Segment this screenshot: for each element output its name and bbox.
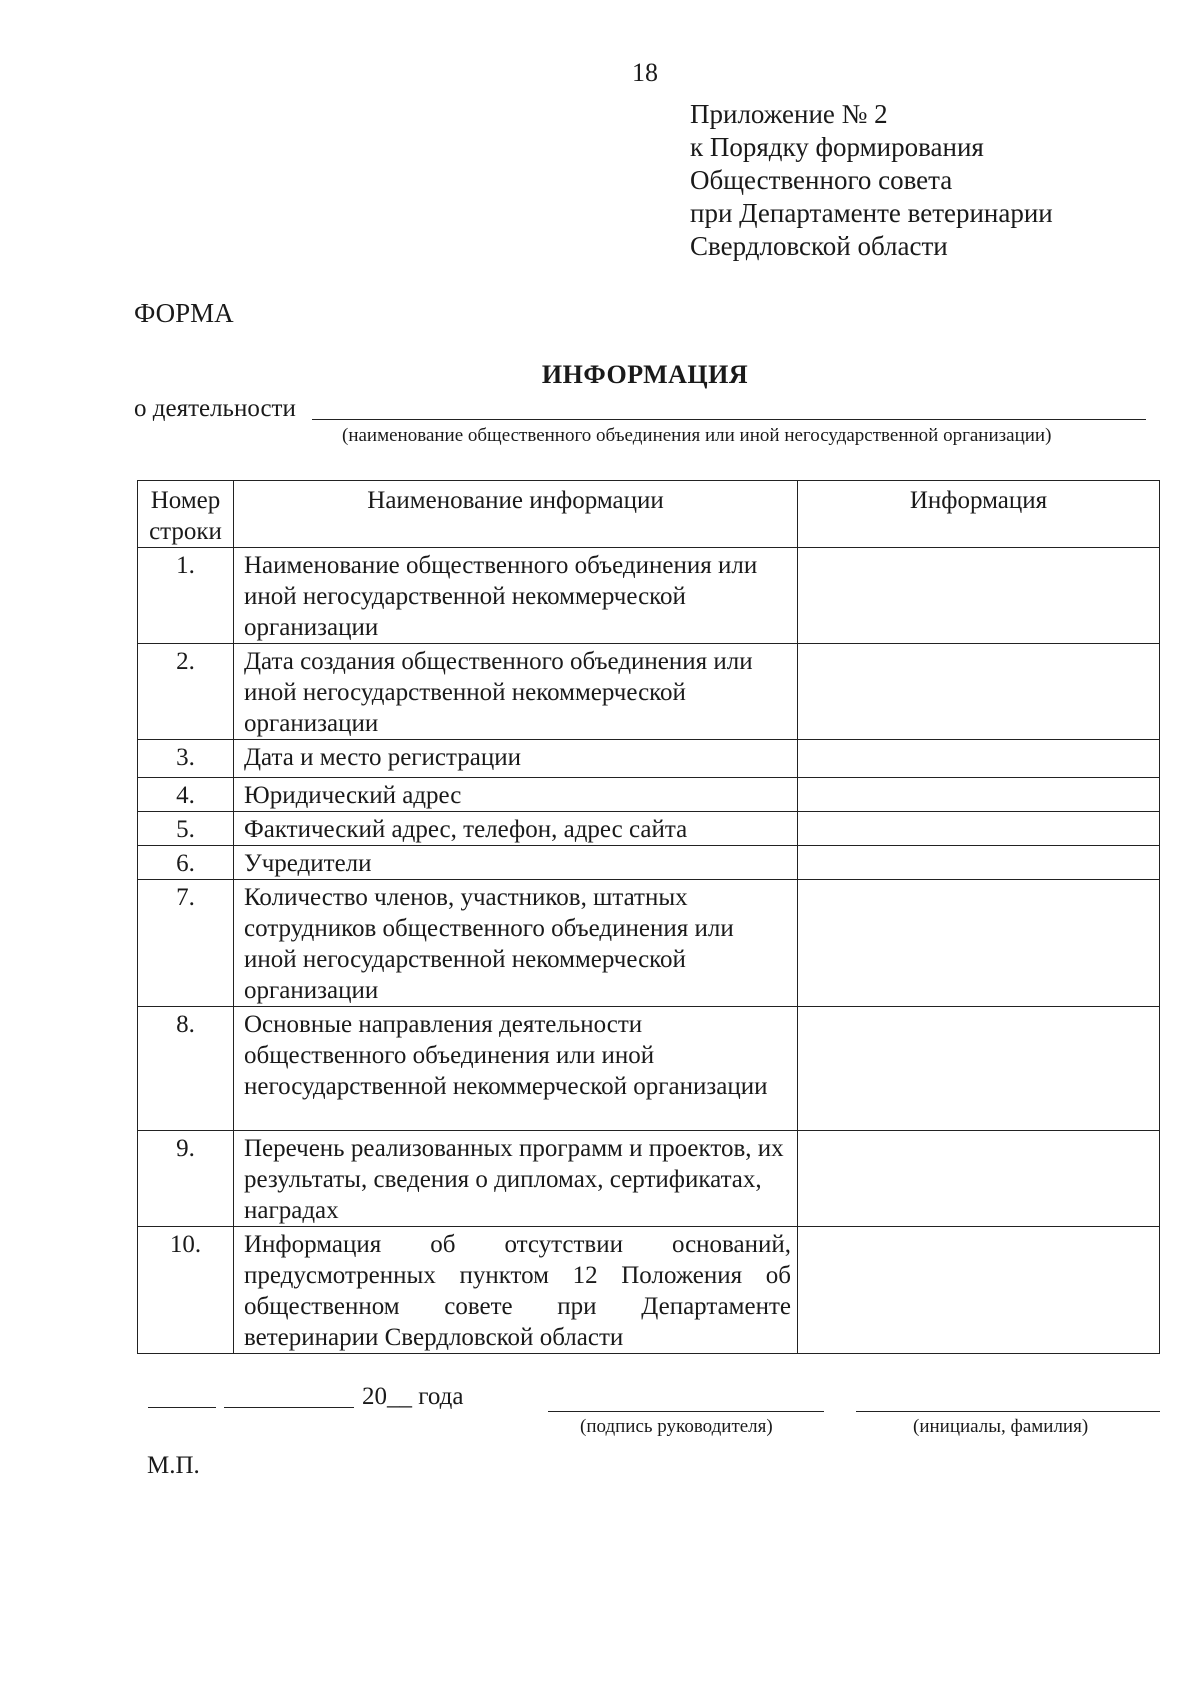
- appendix-line: при Департаменте ветеринарии: [690, 198, 1053, 228]
- row-number: 4.: [138, 778, 234, 812]
- row-number: 10.: [138, 1227, 234, 1354]
- date-day-line: [148, 1407, 216, 1408]
- row-number: 9.: [138, 1131, 234, 1227]
- date-month-line: [224, 1407, 354, 1408]
- row-value: [798, 1007, 1160, 1131]
- row-value: [798, 880, 1160, 1007]
- table-row: [138, 1227, 1160, 1354]
- table-row: [138, 812, 1160, 846]
- row-number: 8.: [138, 1007, 234, 1131]
- row-number: 2.: [138, 644, 234, 740]
- row-name: Дата и место регистрации: [234, 740, 798, 778]
- name-caption: (инициалы, фамилия): [913, 1416, 1089, 1437]
- row-name: Наименование общественного объединения или иной негосударственной некоммерческой организации: [234, 548, 798, 644]
- row-name: Информация об отсутствии оснований, предусмотренных пунктом 12 Положения об общественном совете при Департаменте ветеринарии Свердловской области: [234, 1227, 798, 1354]
- header-info-value: Информация: [798, 481, 1160, 548]
- table-row: [138, 644, 1160, 740]
- row-name: Учредители: [234, 846, 798, 880]
- appendix-line: Свердловской области: [690, 231, 948, 261]
- table-row: [138, 740, 1160, 778]
- row-name: Количество членов, участников, штатных сотрудников общественного объединения или иной негосударственной некоммерческой организации: [234, 880, 798, 1007]
- row-value: [798, 548, 1160, 644]
- header-number-line1: Номер: [150, 487, 221, 514]
- organization-name-field-line: [312, 419, 1146, 420]
- table-row: [138, 778, 1160, 812]
- row-number: 1.: [138, 548, 234, 644]
- stamp-place-label: М.П.: [147, 1452, 200, 1479]
- row-number: 5.: [138, 812, 234, 846]
- row-value: [798, 1131, 1160, 1227]
- row-number: 6.: [138, 846, 234, 880]
- header-number-line2: строки: [149, 518, 222, 545]
- row-value: [798, 778, 1160, 812]
- table-row: [138, 1131, 1160, 1227]
- header-row-number: [138, 481, 234, 548]
- activity-label: о деятельности: [134, 395, 296, 422]
- information-table: [137, 480, 1160, 1354]
- appendix-line: Общественного совета: [690, 165, 953, 195]
- row-value: [798, 812, 1160, 846]
- row-name: Юридический адрес: [234, 778, 798, 812]
- form-label: ФОРМА: [134, 298, 234, 328]
- date-year-text: 20__ года: [362, 1383, 464, 1410]
- row-name: Перечень реализованных программ и проектов, их результаты, сведения о дипломах, сертификатах, наградах: [234, 1131, 798, 1227]
- table-row: [138, 1007, 1160, 1131]
- row-number: 3.: [138, 740, 234, 778]
- row-number: 7.: [138, 880, 234, 1007]
- row-name: Дата создания общественного объединения или иной негосударственной некоммерческой организации: [234, 644, 798, 740]
- row-value: [798, 846, 1160, 880]
- page-number: 18: [632, 58, 658, 87]
- document-title: ИНФОРМАЦИЯ: [541, 360, 749, 389]
- appendix-line: Приложение № 2: [690, 99, 888, 129]
- table-row: [138, 846, 1160, 880]
- signature-line: [548, 1411, 824, 1412]
- signature-caption: (подпись руководителя): [580, 1416, 773, 1437]
- table-header-row: [138, 481, 1160, 548]
- row-name: Фактический адрес, телефон, адрес сайта: [234, 812, 798, 846]
- appendix-reference: [690, 98, 1053, 263]
- row-name: Основные направления деятельности общественного объединения или иной негосударственной некоммерческой организации: [234, 1007, 798, 1131]
- table-row: [138, 880, 1160, 1007]
- table-row: [138, 548, 1160, 644]
- row-value: [798, 1227, 1160, 1354]
- name-line: [856, 1411, 1160, 1412]
- row-value: [798, 740, 1160, 778]
- appendix-line: к Порядку формирования: [690, 132, 984, 162]
- header-info-name: Наименование информации: [234, 481, 798, 548]
- row-value: [798, 644, 1160, 740]
- organization-name-caption: (наименование общественного объединения или иной негосударственной организации): [342, 425, 1052, 446]
